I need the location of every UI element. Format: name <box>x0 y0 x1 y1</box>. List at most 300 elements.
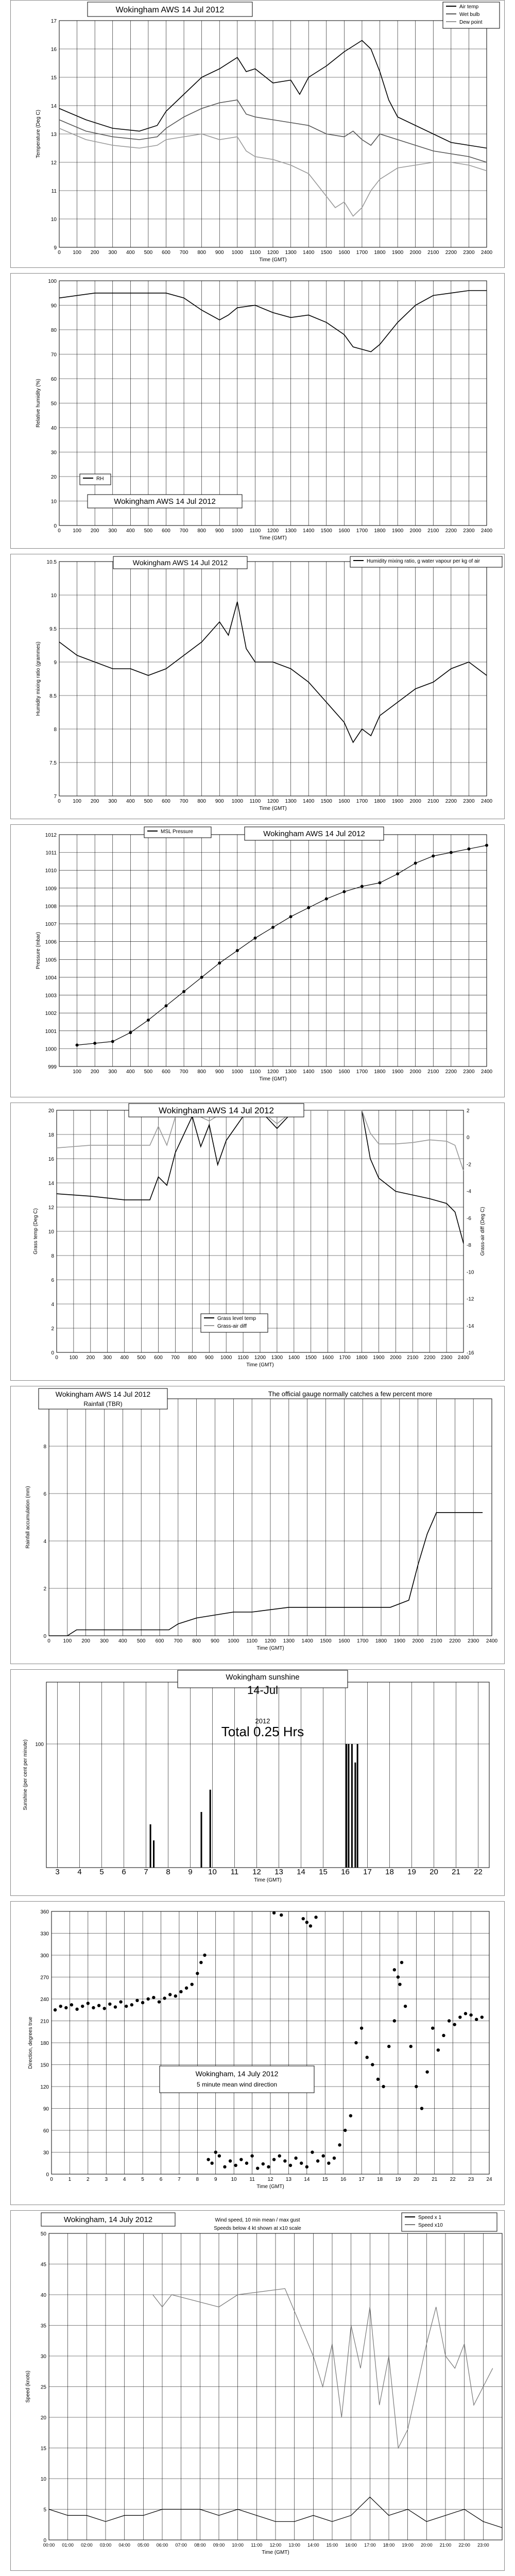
legend-label: Dew point <box>459 20 483 25</box>
chart-svg <box>10 2210 505 2571</box>
x-tick-label: 600 <box>162 528 170 534</box>
scatter-point <box>458 2015 461 2019</box>
scatter-point <box>234 2164 237 2167</box>
x-tick-label: 1200 <box>267 528 279 534</box>
x-axis-label: Time (GMT) <box>259 1076 287 1082</box>
y-tick-label: 4 <box>43 1539 46 1545</box>
y2-tick-label: -16 <box>467 1350 474 1356</box>
x-tick-label: 600 <box>162 250 170 256</box>
x-tick-label: 300 <box>103 1355 112 1361</box>
x-tick-label: 2400 <box>480 528 493 534</box>
y-tick-label: 10 <box>50 593 57 599</box>
y-axis-label: Direction, degrees true <box>28 2016 33 2069</box>
bar <box>153 1840 154 1868</box>
scatter-point <box>199 1961 202 1964</box>
x-tick-label: 22 <box>474 1868 483 1876</box>
scatter-point <box>125 2005 128 2008</box>
y2-tick-label: -6 <box>467 1215 471 1222</box>
y-tick-label: 13 <box>50 132 57 138</box>
y-tick-label: 120 <box>40 2084 49 2090</box>
x-tick-label: 300 <box>108 799 117 804</box>
y-tick-label: 1006 <box>45 939 57 945</box>
y-tick-label: 1009 <box>45 886 57 892</box>
x-tick-label: 2200 <box>445 799 457 804</box>
y-tick-label: 6 <box>51 1278 54 1283</box>
scatter-point <box>289 2164 292 2167</box>
x-tick-label: 200 <box>90 799 99 804</box>
x-tick-label: 2000 <box>409 1069 421 1075</box>
x-tick-label: 1700 <box>356 799 368 804</box>
scatter-point <box>103 2007 106 2010</box>
bar <box>351 1744 353 1868</box>
x-tick-label: 4 <box>123 2177 126 2182</box>
scatter-point <box>207 2158 210 2161</box>
bar <box>348 1744 349 1868</box>
x-tick-label: 9 <box>188 1868 193 1876</box>
scatter-point <box>400 1961 403 1964</box>
x-tick-label: 2100 <box>427 528 439 534</box>
scatter-point <box>344 2129 347 2132</box>
y-tick-label: 5 <box>43 2507 46 2513</box>
scatter-point <box>135 1999 139 2002</box>
temperature-chart <box>10 0 505 268</box>
scatter-point <box>442 2034 445 2037</box>
y-tick-label: 100 <box>35 1742 44 1748</box>
x-tick-label: 1300 <box>285 799 297 804</box>
scatter-point <box>185 1987 188 1990</box>
x-tick-label: 20:00 <box>421 2543 433 2548</box>
series-point <box>289 916 292 918</box>
x-tick-label: 1500 <box>320 799 332 804</box>
bar <box>354 1762 356 1868</box>
y-tick-label: 4 <box>51 1302 54 1308</box>
scatter-point <box>245 2162 248 2165</box>
scatter-point <box>272 1911 276 1914</box>
x-tick-label: 200 <box>81 1638 91 1644</box>
y-tick-label: 90 <box>43 2106 49 2112</box>
x-tick-label: 08:00 <box>194 2543 206 2548</box>
y-tick-label: 14 <box>50 104 57 109</box>
scatter-point <box>191 1982 194 1986</box>
rainfall-chart <box>10 1386 505 1664</box>
x-tick-label: 1300 <box>285 250 297 256</box>
x-tick-label: 17:00 <box>364 2543 376 2548</box>
x-tick-label: 100 <box>73 1069 81 1075</box>
y-tick-label: 2 <box>43 1586 46 1592</box>
scatter-point <box>168 1993 171 1996</box>
y-tick-label: 10 <box>48 1229 54 1235</box>
x-tick-label: 2200 <box>445 1069 457 1075</box>
scatter-point <box>322 2154 325 2157</box>
x-tick-label: 1100 <box>249 799 261 804</box>
y2-tick-label: -12 <box>467 1296 474 1302</box>
y-tick-label: 1003 <box>45 993 57 999</box>
x-tick-label: 17 <box>363 1868 372 1876</box>
y2-tick-label: -2 <box>467 1162 471 1168</box>
x-tick-label: 1800 <box>374 528 386 534</box>
bar <box>210 1790 211 1868</box>
x-tick-label: 900 <box>215 250 224 256</box>
scatter-point <box>97 2004 100 2007</box>
scatter-point <box>141 2001 144 2004</box>
x-tick-label: 05:00 <box>138 2543 149 2548</box>
x-tick-label: 2000 <box>409 250 421 256</box>
scatter-point <box>174 1994 177 1997</box>
x-tick-label: 1200 <box>254 1355 266 1361</box>
x-tick-label: 21 <box>432 2177 438 2182</box>
x-axis-label: Time (GMT) <box>259 257 287 263</box>
y-tick-label: 20 <box>48 1108 54 1114</box>
x-tick-label: 00:00 <box>43 2543 55 2548</box>
chart-subtitle: 5 minute mean wind direction <box>196 2081 278 2088</box>
scatter-point <box>114 2005 117 2008</box>
x-tick-label: 400 <box>126 250 135 256</box>
y-axis-label: Temperature (Deg C) <box>36 110 41 158</box>
series-point <box>414 862 417 865</box>
x-tick-label: 2400 <box>486 1638 498 1644</box>
scatter-point <box>448 2019 451 2022</box>
x-tick-label: 15 <box>322 2177 328 2182</box>
y-tick-label: 30 <box>50 450 57 456</box>
x-tick-label: 1300 <box>271 1355 283 1361</box>
x-tick-label: 1600 <box>338 528 350 534</box>
y-tick-label: 7.5 <box>49 760 57 766</box>
x-tick-label: 1600 <box>338 250 350 256</box>
y-tick-label: 35 <box>40 2323 46 2329</box>
x-tick-label: 1000 <box>231 1069 243 1075</box>
scatter-point <box>425 2070 428 2073</box>
scatter-point <box>262 2162 265 2165</box>
y-tick-label: 10 <box>50 499 57 505</box>
legend-label: Speed x 1 <box>418 2215 442 2221</box>
y-tick-label: 10 <box>50 217 57 223</box>
x-tick-label: 11:00 <box>251 2543 263 2548</box>
x-tick-label: 1700 <box>356 528 368 534</box>
x-tick-label: 1900 <box>391 528 404 534</box>
scatter-point <box>314 1916 317 1919</box>
scatter-point <box>404 2005 407 2008</box>
y2-tick-label: -10 <box>467 1269 474 1276</box>
chart-svg <box>10 1669 505 1896</box>
x-tick-label: 16:00 <box>345 2543 357 2548</box>
x-tick-label: 1500 <box>320 1069 332 1075</box>
x-tick-label: 700 <box>179 1069 188 1075</box>
x-tick-label: 200 <box>90 250 99 256</box>
x-tick-label: 500 <box>144 799 153 804</box>
y-tick-label: 1002 <box>45 1011 57 1017</box>
scatter-point <box>223 2165 226 2168</box>
y-tick-label: 40 <box>50 426 57 431</box>
x-axis-label: Time (GMT) <box>256 2184 284 2190</box>
x-tick-label: 14 <box>297 1868 305 1876</box>
y-tick-label: 18 <box>48 1132 54 1138</box>
x-tick-label: 01:00 <box>62 2543 74 2548</box>
y-tick-label: 60 <box>43 2128 49 2134</box>
scatter-point <box>354 2041 357 2044</box>
x-tick-label: 1900 <box>391 1069 404 1075</box>
y-tick-label: 150 <box>40 2062 49 2069</box>
x-tick-label: 03:00 <box>99 2543 112 2548</box>
y-tick-label: 1007 <box>45 922 57 928</box>
x-tick-label: 800 <box>197 250 207 256</box>
y-tick-label: 9 <box>54 660 57 666</box>
scatter-point <box>393 2019 396 2022</box>
x-tick-label: 1900 <box>393 1638 405 1644</box>
scatter-point <box>87 2002 90 2005</box>
x-axis-label: Time (GMT) <box>262 2550 289 2555</box>
series-point <box>450 851 452 854</box>
scatter-point <box>283 2159 286 2162</box>
series-point <box>183 990 185 993</box>
x-tick-label: 9 <box>214 2177 217 2182</box>
x-tick-label: 800 <box>197 528 207 534</box>
x-tick-label: 5 <box>141 2177 144 2182</box>
y-tick-label: 16 <box>48 1157 54 1162</box>
legend-label: Air temp <box>459 4 479 10</box>
chart-title: Wokingham sunshine <box>226 1673 300 1682</box>
series-point <box>94 1042 96 1045</box>
x-tick-label: 100 <box>63 1638 72 1644</box>
x-tick-label: 1900 <box>373 1355 385 1361</box>
scatter-point <box>316 2159 319 2162</box>
y-tick-label: 7 <box>54 794 57 800</box>
x-tick-label: 300 <box>108 1069 117 1075</box>
series-point <box>76 1044 78 1046</box>
scatter-point <box>54 2008 57 2011</box>
x-tick-label: 2300 <box>468 1638 479 1644</box>
x-tick-label: 1100 <box>249 250 261 256</box>
x-tick-label: 24 <box>486 2177 492 2182</box>
y-tick-label: 9 <box>54 245 57 251</box>
x-tick-label: 14 <box>304 2177 310 2182</box>
x-tick-label: 18 <box>385 1868 394 1876</box>
x-tick-label: 13:00 <box>288 2543 300 2548</box>
x-tick-label: 16 <box>340 2177 347 2182</box>
scatter-point <box>70 2003 73 2006</box>
x-tick-label: 600 <box>162 1069 170 1075</box>
series-point <box>397 873 399 875</box>
series-point <box>360 885 363 888</box>
y-tick-label: 0 <box>46 2172 49 2178</box>
x-tick-label: 900 <box>215 528 224 534</box>
x-tick-label: 1400 <box>288 1355 300 1361</box>
x-tick-label: 500 <box>144 250 153 256</box>
y2-axis-label: Grass-air diff (Deg C) <box>480 1207 486 1256</box>
scatter-point <box>387 2045 390 2048</box>
x-tick-label: 200 <box>90 1069 99 1075</box>
y-tick-label: 0 <box>43 2538 46 2544</box>
x-tick-label: 1 <box>68 2177 72 2182</box>
scatter-point <box>398 1982 401 1986</box>
x-tick-label: 20 <box>430 1868 438 1876</box>
series-point <box>325 897 328 900</box>
x-tick-label: 2100 <box>427 799 439 804</box>
y-tick-label: 80 <box>50 328 57 333</box>
x-tick-label: 1500 <box>305 1355 317 1361</box>
scatter-point <box>75 2008 78 2011</box>
x-tick-label: 0 <box>58 528 61 534</box>
x-tick-label: 1000 <box>231 250 243 256</box>
series-point <box>343 890 346 893</box>
pressure-chart <box>10 824 505 1097</box>
y-tick-label: 20 <box>40 2415 46 2421</box>
x-tick-label: 7 <box>144 1868 148 1876</box>
scatter-point <box>278 2154 281 2157</box>
x-axis-label: Time (GMT) <box>259 535 287 541</box>
chart-title: Wokingham AWS 14 Jul 2012 <box>55 1390 151 1398</box>
y-tick-label: 60 <box>50 377 57 382</box>
x-tick-label: 300 <box>108 528 117 534</box>
y-tick-label: 45 <box>40 2262 46 2268</box>
x-tick-label: 1600 <box>338 1638 350 1644</box>
x-tick-label: 1800 <box>356 1355 368 1361</box>
scatter-point <box>393 1968 396 1971</box>
chart-subtitle: Rainfall (TBR) <box>83 1400 123 1408</box>
x-tick-label: 06:00 <box>156 2543 168 2548</box>
bar <box>150 1824 151 1868</box>
series-point <box>272 926 274 929</box>
series-point <box>200 976 203 978</box>
x-tick-label: 600 <box>154 1355 163 1361</box>
bar <box>201 1812 202 1868</box>
chart-note: Speeds below 4 kt shown at x10 scale <box>214 2226 301 2231</box>
y-tick-label: 10.5 <box>46 560 57 565</box>
series-point <box>307 906 310 909</box>
series-point <box>236 950 238 952</box>
legend-label: MSL Pressure <box>161 829 193 835</box>
x-tick-label: 2000 <box>409 799 421 804</box>
x-axis-label: Time (GMT) <box>254 1877 282 1883</box>
x-tick-label: 700 <box>179 250 188 256</box>
x-tick-label: 0 <box>50 2177 53 2182</box>
series-point <box>486 844 488 846</box>
x-tick-label: 2400 <box>457 1355 470 1361</box>
x-tick-label: 12:00 <box>269 2543 282 2548</box>
x-tick-label: 1500 <box>320 250 332 256</box>
x-tick-label: 0 <box>58 799 61 804</box>
x-tick-label: 0 <box>55 1355 58 1361</box>
x-tick-label: 1900 <box>391 799 404 804</box>
x-tick-label: 1400 <box>303 250 315 256</box>
y-tick-label: 90 <box>50 303 57 309</box>
y-tick-label: 240 <box>40 1997 49 2003</box>
y-tick-label: 210 <box>40 2019 49 2025</box>
scatter-point <box>147 1997 150 2001</box>
x-tick-label: 100 <box>69 1355 78 1361</box>
scatter-point <box>179 1990 182 1993</box>
scatter-point <box>302 1917 305 1920</box>
y2-tick-label: -4 <box>467 1189 471 1195</box>
x-tick-label: 1100 <box>246 1638 258 1644</box>
x-tick-label: 300 <box>108 250 117 256</box>
y-tick-label: 180 <box>40 2041 49 2046</box>
y-tick-label: 100 <box>48 279 57 284</box>
x-tick-label: 12 <box>267 2177 273 2182</box>
x-tick-label: 2200 <box>424 1355 436 1361</box>
chart-title: Wokingham, 14 July 2012 <box>195 2070 279 2078</box>
x-tick-label: 1400 <box>301 1638 313 1644</box>
sunshine-chart <box>10 1669 505 1896</box>
y-tick-label: 8 <box>43 1444 46 1450</box>
legend-label: Wet bulb <box>459 12 480 18</box>
y-tick-label: 20 <box>50 474 57 480</box>
y-axis-label: Sunshine (per cent per minute) <box>23 1739 28 1810</box>
y-axis-label: Humidity mixing ratio (grammes) <box>36 641 41 716</box>
x-tick-label: 400 <box>126 528 135 534</box>
x-tick-label: 20 <box>413 2177 419 2182</box>
y-tick-label: 50 <box>40 2231 46 2237</box>
scatter-point <box>158 2000 161 2003</box>
y-tick-label: 6 <box>43 1492 46 1497</box>
scatter-point <box>469 2013 472 2016</box>
y-tick-label: 11 <box>51 189 57 194</box>
x-tick-label: 17 <box>358 2177 365 2182</box>
x-tick-label: 13 <box>274 1868 283 1876</box>
x-tick-label: 1800 <box>374 799 386 804</box>
y-tick-label: 8.5 <box>49 693 57 699</box>
x-axis-label: Time (GMT) <box>256 1646 284 1651</box>
y-tick-label: 2 <box>51 1326 54 1332</box>
x-tick-label: 600 <box>155 1638 164 1644</box>
mixing-ratio-chart <box>10 554 505 819</box>
y-tick-label: 9.5 <box>49 626 57 632</box>
series-point <box>147 1019 149 1022</box>
scatter-point <box>437 2048 440 2052</box>
x-tick-label: 1700 <box>356 250 368 256</box>
scatter-point <box>415 2085 418 2088</box>
chart-title: Wokingham, 14 July 2012 <box>63 2215 153 2224</box>
x-tick-label: 700 <box>174 1638 183 1644</box>
x-tick-label: 500 <box>144 1069 153 1075</box>
x-tick-label: 100 <box>73 799 81 804</box>
scatter-point <box>431 2026 434 2029</box>
x-tick-label: 900 <box>215 1069 224 1075</box>
scatter-point <box>397 1975 400 1978</box>
scatter-point <box>214 2150 217 2154</box>
x-tick-label: 2000 <box>390 1355 402 1361</box>
y-tick-label: 8 <box>51 1253 54 1259</box>
legend-label: Grass-air diff <box>217 1324 247 1329</box>
y-tick-label: 8 <box>54 727 57 733</box>
y-tick-label: 30 <box>43 2150 49 2156</box>
x-tick-label: 200 <box>90 528 99 534</box>
x-tick-label: 800 <box>197 1069 207 1075</box>
y-tick-label: 0 <box>51 1350 54 1356</box>
y2-tick-label: -8 <box>467 1243 471 1249</box>
series-point <box>165 1005 167 1007</box>
wind-speed-chart <box>10 2210 505 2571</box>
y2-tick-label: -14 <box>467 1323 474 1329</box>
x-tick-label: 2300 <box>463 250 475 256</box>
scatter-point <box>280 1913 283 1917</box>
y-tick-label: 40 <box>40 2293 46 2298</box>
y-tick-label: 0 <box>54 523 57 529</box>
x-tick-label: 1600 <box>322 1355 334 1361</box>
series-point <box>218 962 221 964</box>
x-tick-label: 1600 <box>338 799 350 804</box>
scatter-point <box>309 1924 312 1927</box>
y-tick-label: 25 <box>40 2384 46 2391</box>
scatter-point <box>360 2026 363 2029</box>
x-tick-label: 0 <box>47 1638 50 1644</box>
chart-title: Wokingham AWS 14 Jul 2012 <box>263 829 365 838</box>
humidity-chart <box>10 273 505 549</box>
y-tick-label: 1011 <box>45 850 57 856</box>
x-tick-label: 700 <box>179 799 188 804</box>
scatter-point <box>338 2143 341 2146</box>
x-tick-label: 8 <box>166 1868 170 1876</box>
chart-year: 2012 <box>255 1717 270 1725</box>
